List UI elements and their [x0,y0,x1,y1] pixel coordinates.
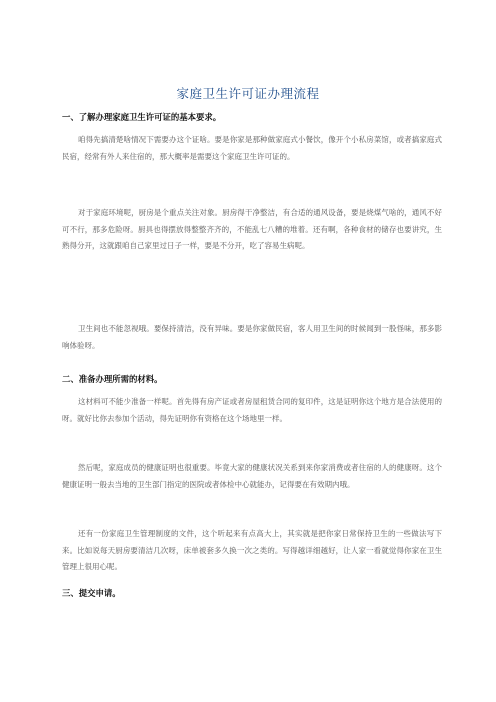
section-2-paragraph-1: 这材料可不能少准备一样呢。首先得有房产证或者房屋租赁合同的复印件，这是证明你这个地方是合法使用的呀。就好比你去参加个活动，得先证明你有资格在这个场地里一样。 [62,397,442,423]
section-heading-3: 三、提交申请。 [62,588,121,598]
section-heading-2: 二、准备办理所需的材料。 [62,374,163,384]
section-1-paragraph-3: 卫生间也不能忽视哦。要保持清洁，没有异味。要是你家做民宿，客人用卫生间的时候闻到一股怪味，那多影响体验呀。 [62,324,442,350]
section-2-paragraph-2: 然后呢，家庭成员的健康证明也很重要。毕竟大家的健康状况关系到来你家消费或者住宿的人的健康呀。这个健康证明一般去当地的卫生部门指定的医院或者体检中心就能办，记得要在有效期内哦。 [62,463,442,489]
section-1-paragraph-1: 咱得先搞清楚啥情况下需要办这个证啥。要是你家是那种做家庭式小餐饮，像开个小私房菜馆，或者搞家庭式民宿，经常有外人来住宿的，那大概率是需要这个家庭卫生许可证的。 [62,135,442,161]
document-title: 家庭卫生许可证办理流程 [176,86,320,101]
section-1-paragraph-2: 对于家庭环境呢，厨房是个重点关注对象。厨房得干净整洁，有合适的通风设备，要是烧煤气啥的，通风不好可不行，那多危险呀。厨具也得摆放得整整齐齐的，不能乱七八糟的堆着。还有啊，各种食材的储存也要讲究，生熟得分开，这就跟咱自己家里过日子一样，要是不分开，吃了容易生病呢。 [62,208,442,250]
section-heading-1: 一、了解办理家庭卫生许可证的基本要求。 [62,112,222,122]
section-2-paragraph-3: 还有一份家庭卫生管理制度的文件，这个听起来有点高大上，其实就是把你家日常保持卫生的一些做法写下来。比如说每天厨房要清洁几次呀，床单被套多久换一次之类的。写得越详细越好，让人家一看就觉得你家在卫生管理上很用心呢。 [62,529,442,571]
